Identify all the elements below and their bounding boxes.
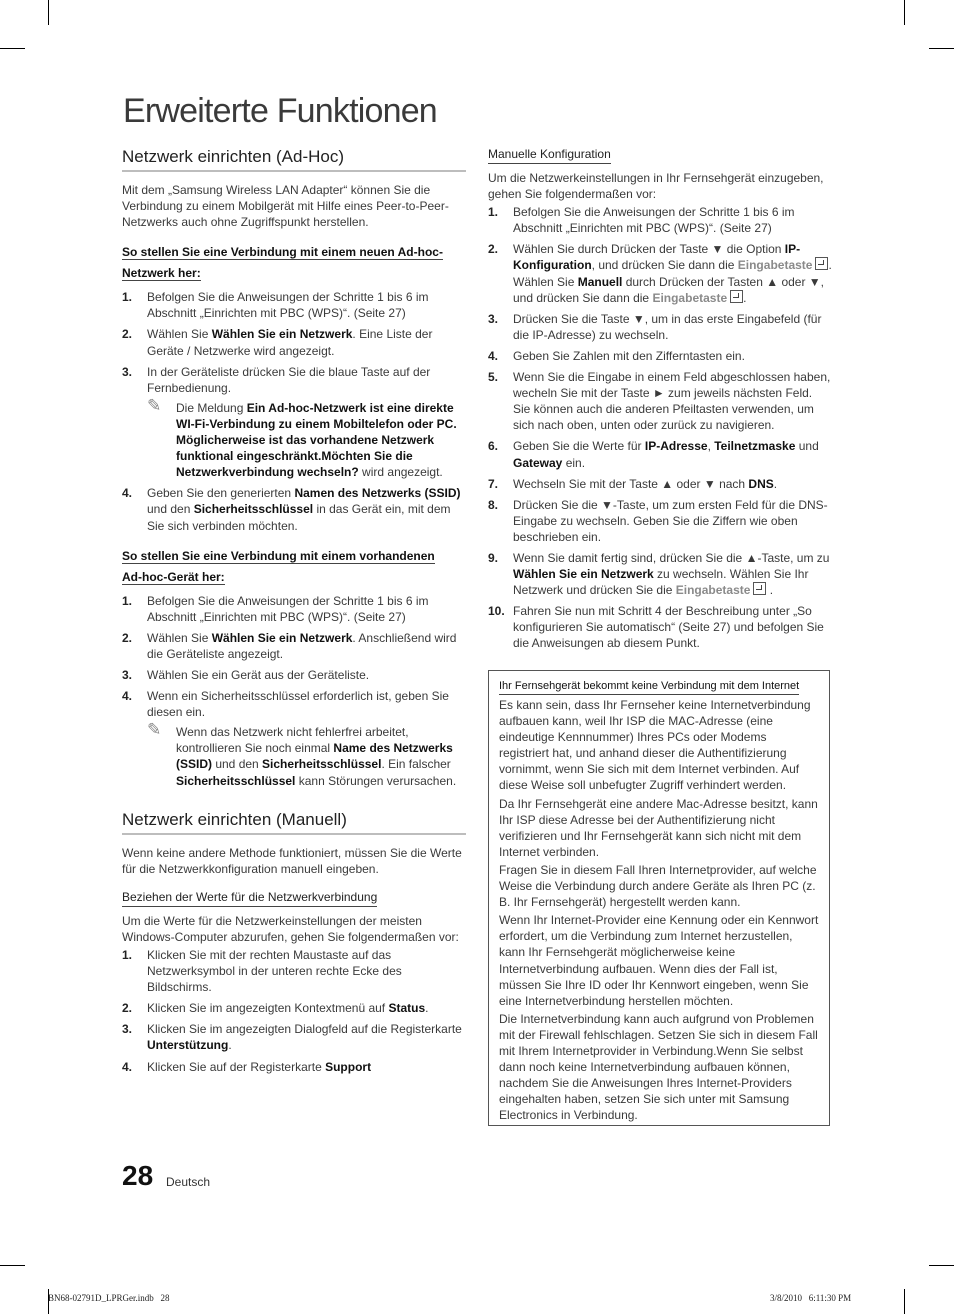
manual-config-steps (488, 204, 832, 651)
list-item: 5. Wenn Sie die Eingabe in einem Feld abgeschlossen haben, wecheln Sie mit der Taste ► zum jeweils nächsten Feld. Sie können auch die anderen Pfeiltasten verwenden, um sich nach oben, unten oder zurück zu navigieren. (488, 370, 831, 433)
list-item: 1. Befolgen Sie die Anweisungen der Schritte 1 bis 6 im Abschnitt „Einrichten mit PBC (WPS)“. (Seite 27) (488, 205, 795, 236)
box-paragraph: Fragen Sie in diesem Fall Ihren Internetprovider, auf welche Weise die Verbindung durch andere Geräte als Ihren PC (z. B. Ihr Fernsehgerät) hergestellt werden kann. (499, 862, 817, 910)
list-item: 1. Klicken Sie mit der rechten Maustaste auf das Netzwerksymbol in der unteren rechte Ecke des Bildschirms. (122, 948, 402, 995)
crop-mark (48, 0, 49, 25)
values-intro: Um die Werte für die Netzwerkeinstellungen der meisten Windows-Computer abzurufen, gehen Sie folgendermaßen vor: (122, 913, 459, 944)
box-paragraph: Da Ihr Fernsehgerät eine andere Mac-Adresse besitzt, kann Ihr ISP diese Adresse bei der Authentifizierung nicht verifizieren und Ihr Fernsehgerät kann sich nicht mit dem Internet verbinden. (499, 796, 818, 859)
box-paragraph: Wenn Ihr Internet-Provider eine Kennung oder ein Kennwort erfordert, um die Verbindung zum Internet herzustellen, kann Ihr Fernsehgerät möglicherweise keine Internetverbindung aufbauen. Wenn dies der Fall ist, müssen Sie Ihre ID oder Ihr Kennwort eingeben, wenn Sie eine Internetverbindung herstellen möchten. (499, 913, 819, 1008)
manual-config-intro: Um die Netzwerkeinstellungen in Ihr Fernsehgerät einzugeben, gehen Sie folgendermaßen vor: (488, 171, 824, 202)
crop-mark (929, 1265, 954, 1266)
list-item: 2. Wählen Sie Wählen Sie ein Netzwerk. Anschließend wird die Geräteliste angezeigt. (122, 630, 457, 661)
imprint-file: BN68-02791D_LPRGer.indb 28 (48, 1293, 170, 1303)
right-column (488, 146, 832, 664)
adhoc-new-steps (122, 289, 466, 533)
list-item: 8. Drücken Sie die ▼-Taste, um zum ersten Feld für die DNS-Eingabe zu wechseln. Geben Sie die Ziffern wie oben beschrieben ein. (488, 497, 828, 544)
section-title-manual: Netzwerk einrichten (Manuell) (122, 809, 466, 835)
crop-mark (929, 48, 954, 49)
list-item: 7. Wechseln Sie mit der Taste ▲ oder ▼ nach DNS. (488, 476, 778, 491)
chapter-title: Erweiterte Funktionen (123, 92, 437, 130)
box-paragraph: Die Internetverbindung kann auch aufgrund von Problemen mit der Firewall fehlschlagen. Setzen Sie sich in diesem Fall mit Ihrem Internetprovider in Verbindung.Wenn Sie selbst dann noch keine Internetverbindung aufbauen können, nachdem Sie die Anweisungen Ihres Internet-Providers eingehalten haben, setzen Sie sich unter mit Samsung Electronics in Verbindung. (499, 1011, 818, 1123)
list-item: 4. Wenn ein Sicherheitsschlüssel erforderlich ist, geben Sie diesen ein. ✎ Wenn das Netzwerk nicht fehlerfrei arbeitet, kontrollieren Sie noch einmal Name des Netzwerks (SSID) und den Sicherheitsschlüssel. Ein falscher Sicherheitsschlüssel kann Störungen verursachen. (122, 688, 466, 789)
list-item: 3. In der Geräteliste drücken Sie die blaue Taste auf der Fernbedienung. ✎ Die Meldung Ein Ad-hoc-Netzwerk ist eine direkte WI-Fi-Verbindung zu einem Mobiltelefon oder PC. Möglicherweise ist das vorhandene Netzwerk funktional eingeschränkt.Möchten Sie die Netzwerkverbindung wechseln? wird angezeigt. (122, 364, 466, 481)
list-item: 2. Klicken Sie im angezeigten Kontextmenü auf Status. (122, 1001, 429, 1016)
list-item: 2. Wählen Sie durch Drücken der Taste ▼ die Option IP-Konfiguration, und drücken Sie dann die Eingabetaste . Wählen Sie Manuell durch Drücken der Tasten ▲ oder ▼, und drücken Sie dann die Eingabetaste . (488, 242, 832, 305)
list-item: 3. Wählen Sie ein Gerät aus der Geräteliste. (122, 667, 370, 682)
adhoc-existing-heading: So stellen Sie eine Verbindung mit einem vorhandenen Ad-hoc-Gerät her: (122, 548, 435, 584)
adhoc-intro: Mit dem „Samsung Wireless LAN Adapter“ können Sie die Verbindung zu einem Mobilgerät mit Hilfe eines Peer-to-Peer-Netzwerks auch ohne Zugriffspunkt herstellen. (122, 183, 449, 230)
list-item: 3. Klicken Sie im angezeigten Dialogfeld auf die Registerkarte Unterstützung. (122, 1022, 462, 1053)
manual-intro: Wenn keine andere Methode funktioniert, müssen Sie die Werte für die Netzwerkkonfiguration manuell eingeben. (122, 845, 462, 876)
enter-key-icon (815, 257, 828, 270)
list-item: 4. Geben Sie Zahlen mit den Zifferntasten ein. (488, 348, 745, 363)
crop-mark (0, 48, 25, 49)
box-paragraph: Es kann sein, dass Ihr Fernseher keine Internetverbindung aufbauen kann, weil Ihr ISP die MAC-Adresse (eine eindeutige Kennnummer) Ihres PCs oder Modems registriert hat, und anhand dieser die Authentifizierung vornimmt, wenn Sie sich mit dem Internet verbinden. Auf diese Weise soll unbefugter Zugriff verhindert werden. (499, 698, 811, 793)
enter-key-icon (730, 290, 743, 303)
troubleshooting-box (488, 670, 830, 1126)
left-column (122, 146, 466, 1087)
box-title: Ihr Fernsehgerät bekommt keine Verbindung mit dem Internet (499, 679, 799, 695)
language-label: Deutsch (166, 1175, 211, 1189)
values-steps (122, 947, 466, 1075)
list-item: 4. Geben Sie den generierten Namen des Netzwerks (SSID) und den Sicherheitsschlüssel in das Gerät ein, mit dem Sie sich verbinden möchten. (122, 486, 461, 533)
list-item: 3. Drücken Sie die Taste ▼, um in das erste Eingabefeld (für die IP-Adresse) zu wechseln. (488, 311, 822, 342)
values-heading: Beziehen der Werte für die Netzwerkverbindung (122, 889, 377, 907)
pencil-note-icon: ✎ (147, 395, 162, 415)
imprint-date: 3/8/2010 6:11:30 PM (770, 1293, 852, 1303)
crop-mark (0, 1265, 25, 1266)
list-item: 6. Geben Sie die Werte für IP-Adresse, Teilnetzmaske und Gateway ein. (488, 439, 819, 470)
pencil-note-icon: ✎ (147, 720, 162, 740)
crop-mark (904, 1289, 905, 1314)
adhoc-existing-steps (122, 593, 466, 789)
list-item: 4. Klicken Sie auf der Registerkarte Support (122, 1059, 372, 1074)
list-item: 9. Wenn Sie damit fertig sind, drücken Sie die ▲-Taste, um zu Wählen Sie ein Netzwerk zu wechseln. Wählen Sie Ihr Netzwerk und drücken Sie die Eingabetaste . (488, 550, 830, 598)
note: ✎ Die Meldung Ein Ad-hoc-Netzwerk ist eine direkte WI-Fi-Verbindung zu einem Mobiltelefon oder PC. Möglicherweise ist das vorhandene Netzwerk funktional eingeschränkt.Möchten Sie die Netzwerkverbindung wechseln? wird angezeigt. (147, 395, 457, 480)
manual-config-heading: Manuelle Konfiguration (488, 146, 611, 164)
list-item: 10. Fahren Sie nun mit Schritt 4 der Beschreibung unter „So konfigurieren Sie automatisch“ (Seite 27) und befolgen Sie die Anweisungen ab diesem Punkt. (488, 604, 824, 651)
list-item: 1. Befolgen Sie die Anweisungen der Schritte 1 bis 6 im Abschnitt „Einrichten mit PBC (WPS)“. (Seite 27) (122, 593, 429, 624)
list-item: 1. Befolgen Sie die Anweisungen der Schritte 1 bis 6 im Abschnitt „Einrichten mit PBC (WPS)“. (Seite 27) (122, 290, 429, 321)
enter-key-icon (753, 582, 766, 595)
section-title-adhoc: Netzwerk einrichten (Ad-Hoc) (122, 146, 466, 172)
note: ✎ Wenn das Netzwerk nicht fehlerfrei arbeitet, kontrollieren Sie noch einmal Name des Netzwerks (SSID) und den Sicherheitsschlüssel. Ein falscher Sicherheitsschlüssel kann Störungen verursachen. (147, 720, 457, 788)
page-number: 28 (122, 1160, 154, 1191)
crop-mark (904, 0, 905, 25)
adhoc-new-heading: So stellen Sie eine Verbindung mit einem neuen Ad-hoc-Netzwerk her: (122, 245, 443, 281)
list-item: 2. Wählen Sie Wählen Sie ein Netzwerk. Eine Liste der Geräte / Netzwerke wird angezeigt. (122, 327, 433, 358)
